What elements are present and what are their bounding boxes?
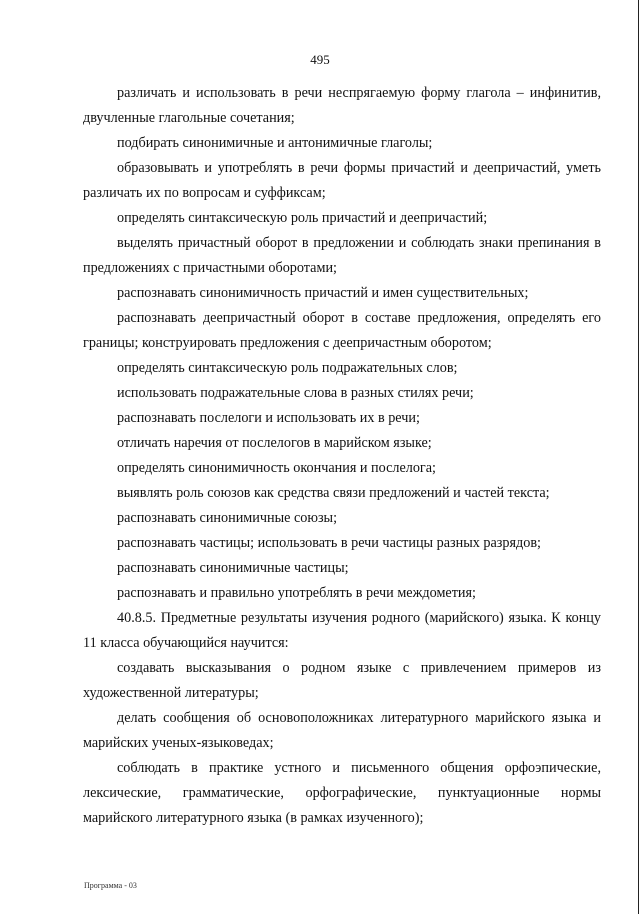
- page-edge-line: [638, 0, 639, 914]
- page-number: 495: [310, 52, 330, 67]
- paragraph: делать сообщения об основоположниках литературного марийского языка и марийских ученых-языковедах;: [83, 710, 601, 751]
- paragraph: образовывать и употреблять в речи формы причастий и деепричастий, уметь различать их по вопросам и суффиксам;: [83, 160, 601, 201]
- paragraph: определять синтаксическую роль подражательных слов;: [117, 360, 458, 376]
- paragraph: отличать наречия от послелогов в марийском языке;: [117, 435, 432, 451]
- paragraph: распознавать синонимичные частицы;: [117, 560, 349, 576]
- paragraph: использовать подражательные слова в разных стилях речи;: [117, 385, 474, 401]
- section-heading-paragraph: 40.8.5. Предметные результаты изучения родного (марийского) языка. К концу 11 класса обучающийся научится:: [83, 610, 601, 651]
- footer-label: Программа - 03: [84, 881, 137, 890]
- paragraph: выявлять роль союзов как средства связи предложений и частей текста;: [117, 485, 550, 501]
- paragraph: распознавать синонимичные союзы;: [117, 510, 338, 526]
- paragraph: распознавать деепричастный оборот в составе предложения, определять его границы; конструировать предложения с деепричастным оборотом;: [83, 310, 601, 351]
- paragraph: распознавать послелоги и использовать их в речи;: [117, 410, 420, 426]
- paragraph: выделять причастный оборот в предложении и соблюдать знаки препинания в предложениях с причастными оборотами;: [83, 235, 601, 276]
- paragraph: распознавать синонимичность причастий и имен существительных;: [117, 285, 529, 301]
- paragraph: подбирать синонимичные и антонимичные глаголы;: [117, 135, 433, 151]
- paragraph: соблюдать в практике устного и письменного общения орфоэпические, лексические, грамматические, орфографические, пунктуационные нормы марийского литературного языка (в рамках изученного);: [83, 760, 601, 826]
- paragraph: различать и использовать в речи неспрягаемую форму глагола – инфинитив, двучленные глагольные сочетания;: [83, 85, 601, 126]
- paragraph: распознавать частицы; использовать в речи частицы разных разрядов;: [117, 535, 541, 551]
- paragraph: определять синонимичность окончания и послелога;: [117, 460, 436, 476]
- document-body: [83, 81, 601, 831]
- paragraph: распознавать и правильно употреблять в речи междометия;: [117, 585, 476, 601]
- paragraph: создавать высказывания о родном языке с привлечением примеров из художественной литературы;: [83, 660, 601, 701]
- paragraph: определять синтаксическую роль причастий и деепричастий;: [117, 210, 488, 226]
